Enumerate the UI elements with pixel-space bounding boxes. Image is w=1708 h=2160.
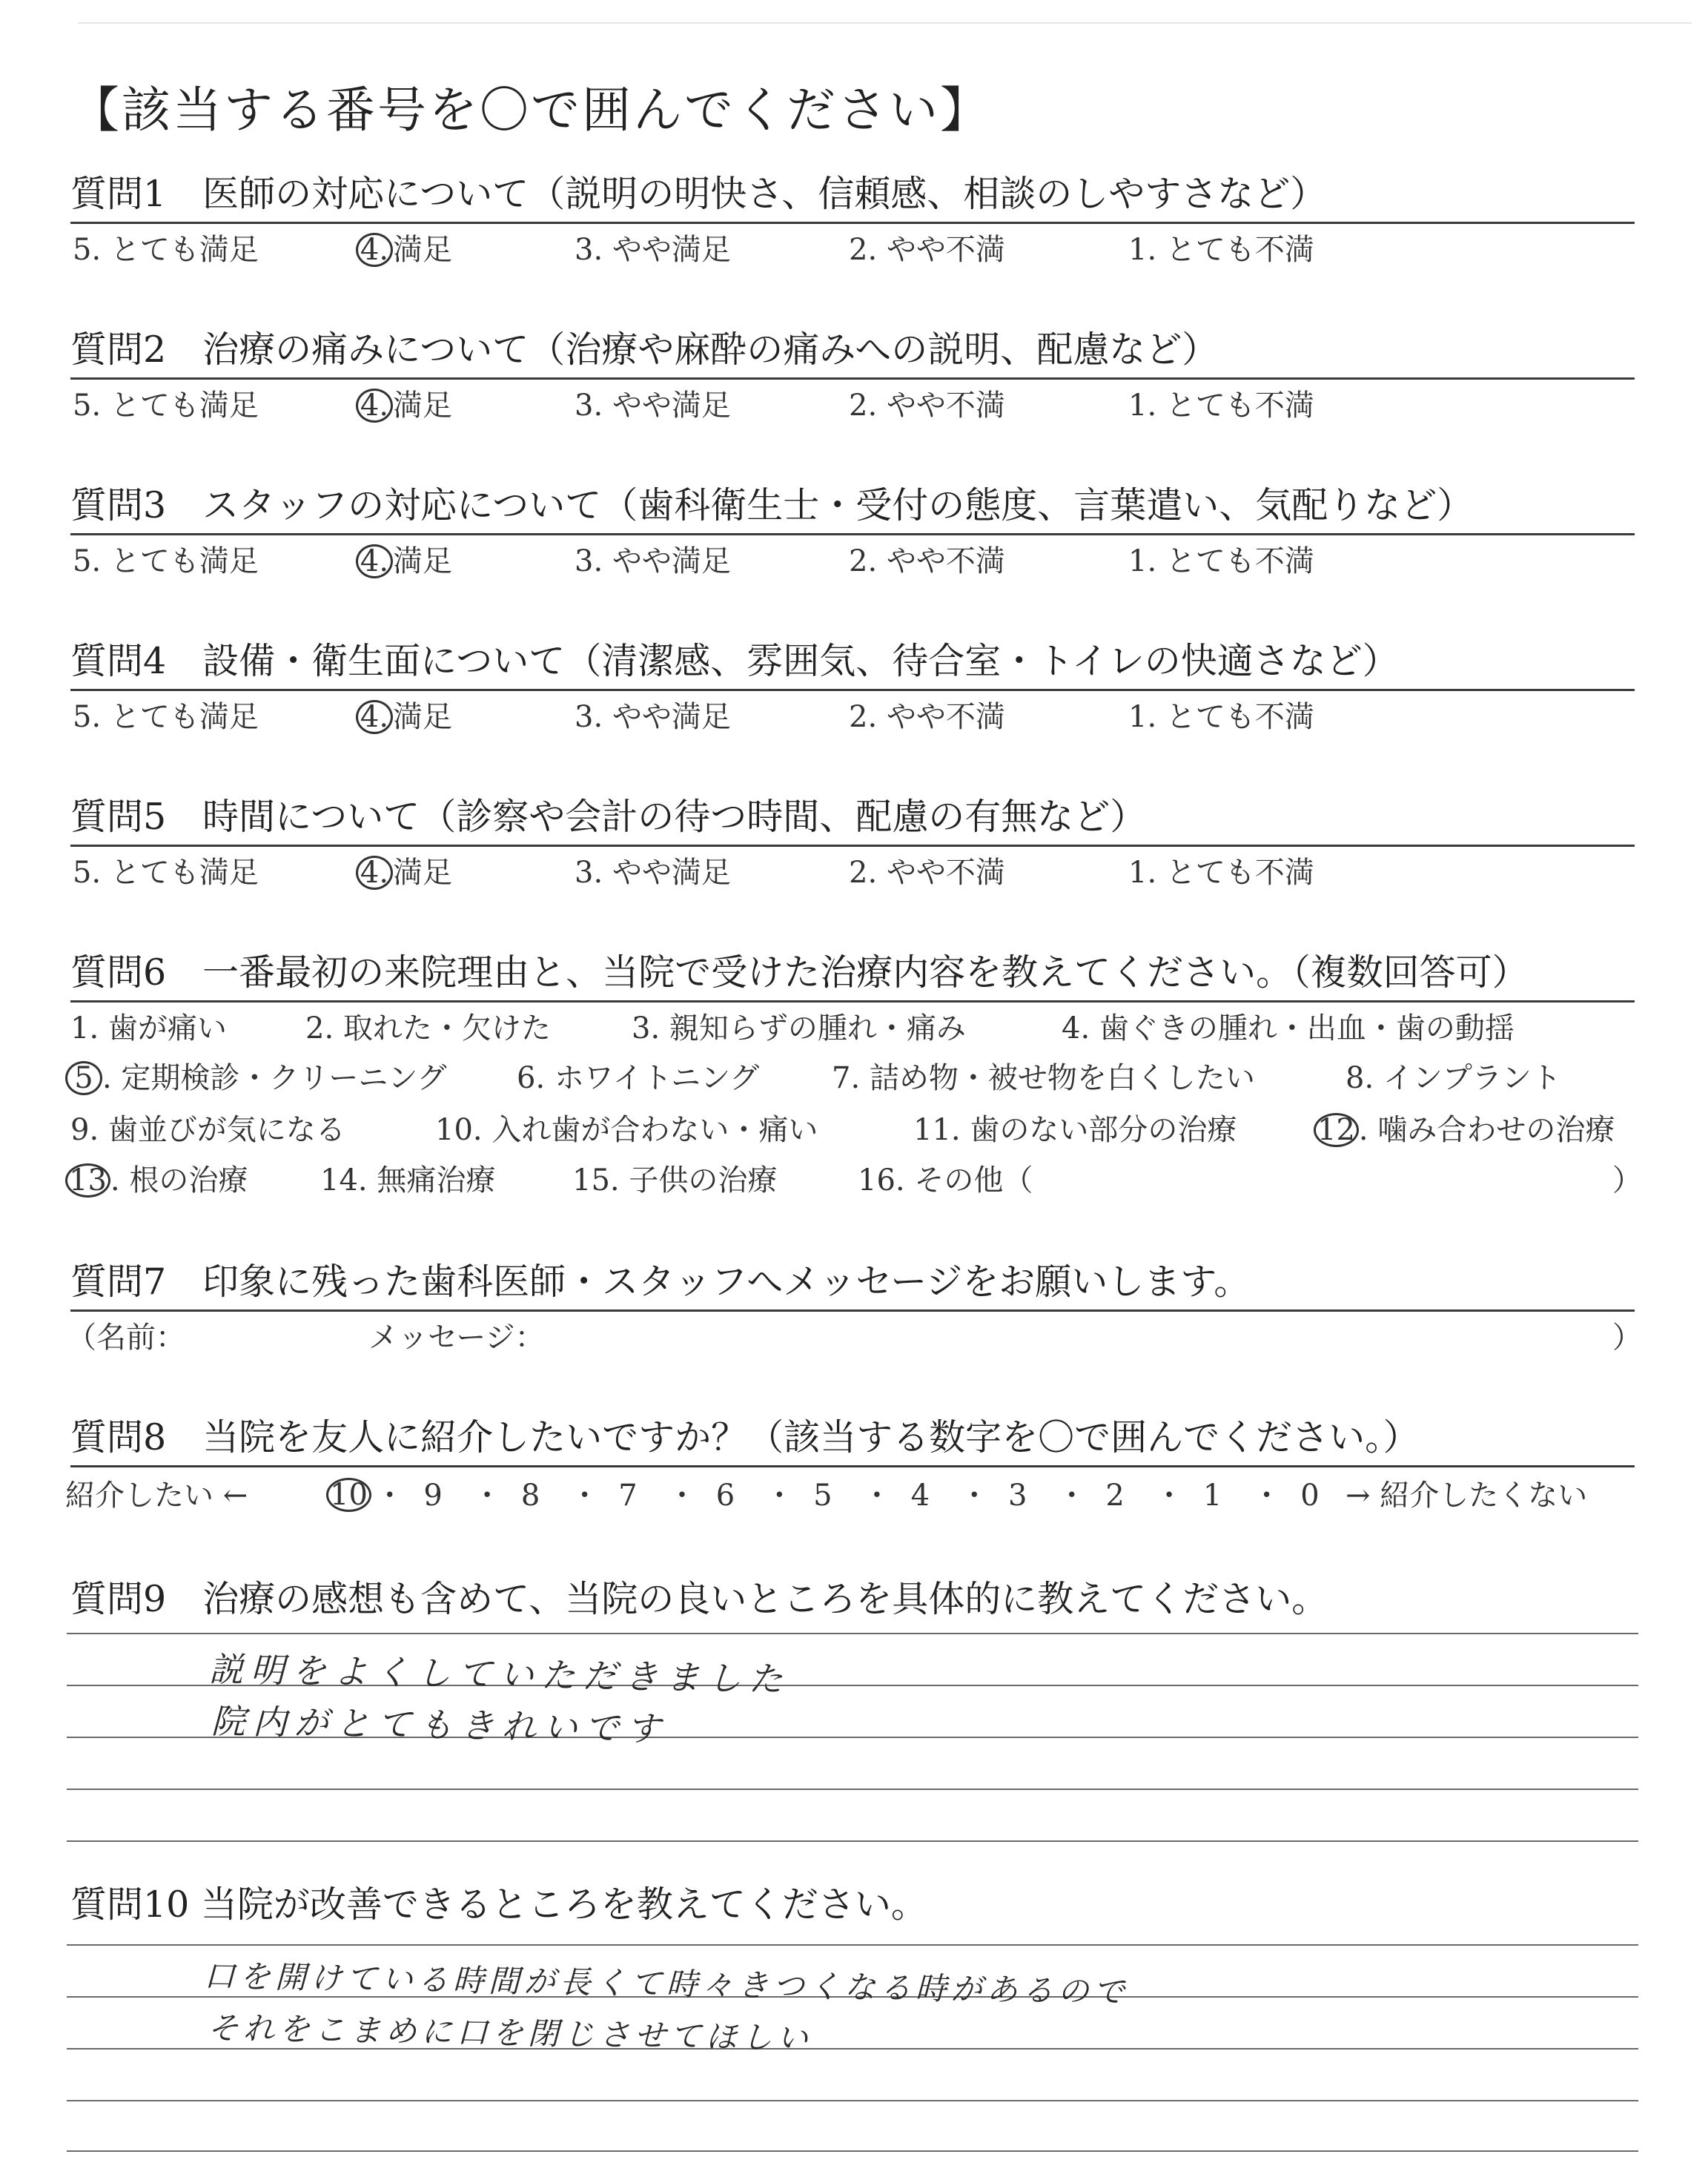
q4-option-2[interactable]: 2. やや不満: [849, 700, 1005, 734]
selected-circle: 5: [65, 1061, 102, 1095]
q8-title: 質問8 当院を友人に紹介したいですか？（該当する数字を〇で囲んでください。）: [70, 1416, 1635, 1467]
q8-scale-separator: ・: [1154, 1479, 1185, 1513]
q3-title: 質問3 スタッフの対応について（歯科衛生士・受付の態度、言葉遣い、気配りなど）: [70, 484, 1635, 535]
q7-title: 質問7 印象に残った歯科医師・スタッフへメッセージをお願いします。: [70, 1261, 1635, 1312]
answer-line: [67, 1944, 1638, 1946]
answer-line: [67, 1789, 1638, 1790]
q6-option-16-close: ）: [1612, 1163, 1642, 1198]
q4-option-4-label: 満足: [393, 700, 452, 734]
answer-line: [67, 2150, 1638, 2152]
q5-option-4[interactable]: [356, 855, 452, 891]
q9-title: 質問9 治療の感想も含めて、当院の良いところを具体的に教えてください。: [70, 1578, 1328, 1620]
q3-option-3[interactable]: 3. やや満足: [575, 544, 731, 578]
q5-option-3[interactable]: 3. やや満足: [575, 856, 731, 890]
q6-option-15[interactable]: 15. 子供の治療: [572, 1163, 778, 1198]
q6-option-13-label: . 根の治療: [110, 1163, 248, 1198]
selected-circle: 13: [65, 1163, 110, 1198]
q3-option-2[interactable]: 2. やや不満: [849, 544, 1005, 578]
q8-scale-separator: ・: [374, 1479, 405, 1513]
q5-option-1[interactable]: 1. とても不満: [1128, 856, 1314, 890]
q8-scale-1[interactable]: 1: [1202, 1479, 1222, 1513]
answer-line: [67, 2100, 1638, 2101]
q6-option-3[interactable]: 3. 親知らずの腫れ・痛み: [632, 1011, 966, 1046]
q6-option-5[interactable]: [65, 1060, 447, 1096]
q8-scale-2[interactable]: 2: [1105, 1479, 1125, 1513]
q8-scale-separator: ・: [472, 1479, 503, 1513]
q6-option-7[interactable]: 7. 詰め物・被せ物を白くしたい: [832, 1061, 1255, 1095]
q8-scale-0[interactable]: 0: [1300, 1479, 1320, 1513]
q1-option-4-label: 満足: [393, 233, 452, 267]
q2-title: 質問2 治療の痛みについて（治療や麻酔の痛みへの説明、配慮など）: [70, 328, 1635, 380]
q6-option-6[interactable]: 6. ホワイトニング: [517, 1061, 760, 1095]
q10-answer-line-1: 口を開けている時間が長くて時々きつくなる時があるので: [203, 1958, 1130, 2010]
q1-option-1[interactable]: 1. とても不満: [1128, 233, 1314, 267]
selected-circle: 4.: [356, 389, 393, 423]
q2-option-4[interactable]: [356, 388, 452, 423]
q8-scale-6[interactable]: 6: [715, 1479, 735, 1513]
q6-option-10[interactable]: 10. 入れ歯が合わない・痛い: [435, 1113, 818, 1147]
q8-scale-separator: ・: [1251, 1479, 1282, 1513]
q2-option-4-label: 満足: [393, 389, 452, 423]
q6-option-1[interactable]: 1. 歯が痛い: [70, 1011, 227, 1046]
q6-option-2[interactable]: 2. 取れた・欠けた: [305, 1011, 551, 1046]
q6-option-13[interactable]: [65, 1163, 248, 1198]
q8-scale-separator: ・: [764, 1479, 795, 1513]
q4-option-3[interactable]: 3. やや満足: [575, 700, 731, 734]
q6-option-14[interactable]: 14. 無痛治療: [320, 1163, 496, 1198]
q6-option-11[interactable]: 11. 歯のない部分の治療: [913, 1113, 1237, 1147]
q9-answer-line-1: 説明をよくしていただきました: [208, 1649, 791, 1700]
q6-option-9[interactable]: 9. 歯並びが気になる: [70, 1113, 345, 1147]
q8-scale-7[interactable]: 7: [618, 1479, 638, 1513]
q6-option-12-label: . 噛み合わせの治療: [1358, 1113, 1615, 1147]
q3-option-1[interactable]: 1. とても不満: [1128, 544, 1314, 578]
q10-title: 質問10 当院が改善できるところを教えてください。: [70, 1883, 927, 1926]
q7-message-label: メッセージ：: [368, 1321, 545, 1355]
q2-option-3[interactable]: 3. やや満足: [575, 389, 731, 423]
q8-scale-9[interactable]: 9: [423, 1479, 443, 1513]
q8-scale-4[interactable]: 4: [910, 1479, 930, 1513]
q5-option-5[interactable]: 5. とても満足: [73, 856, 259, 890]
form-heading: 【該当する番号を〇で囲んでください】: [70, 82, 991, 139]
q6-option-12[interactable]: [1314, 1112, 1615, 1148]
q1-title: 質問1 医師の対応について（説明の明快さ、信頼感、相談のしやすさなど）: [70, 173, 1635, 224]
q8-scale-separator: ・: [569, 1479, 600, 1513]
q3-option-4[interactable]: [356, 544, 452, 579]
q8-scale-5[interactable]: 5: [813, 1479, 833, 1513]
selected-circle: 4.: [356, 700, 393, 734]
q8-scale: [326, 1478, 1349, 1513]
top-rule: [78, 22, 1692, 24]
answer-line: [67, 1840, 1638, 1842]
q4-option-4[interactable]: [356, 699, 452, 735]
q1-option-2[interactable]: 2. やや不満: [849, 233, 1005, 267]
q8-scale-3[interactable]: 3: [1008, 1479, 1027, 1513]
q8-left-label: 紹介したい ←: [65, 1479, 248, 1513]
q10-answer-line-2: それをこまめに口を閉じさせてほしい: [207, 2009, 813, 2057]
q8-scale-separator: ・: [667, 1479, 697, 1513]
q5-option-2[interactable]: 2. やや不満: [849, 856, 1005, 890]
q8-scale-separator: ・: [959, 1479, 990, 1513]
q8-scale-separator: ・: [861, 1479, 892, 1513]
q8-scale-separator: ・: [1056, 1479, 1087, 1513]
answer-line: [67, 1633, 1638, 1634]
q9-answer-line-2: 院内がとてもきれいです: [211, 1701, 669, 1749]
selected-circle: 4.: [356, 233, 393, 267]
q4-title: 質問4 設備・衛生面について（清潔感、雰囲気、待合室・トイレの快適さなど）: [70, 640, 1635, 691]
q8-scale-10-selected-circle[interactable]: 10: [326, 1478, 371, 1512]
q7-name-label: （名前：: [67, 1321, 185, 1355]
q1-option-3[interactable]: 3. やや満足: [575, 233, 731, 267]
q7-close-paren: ）: [1612, 1321, 1642, 1355]
q3-option-5[interactable]: 5. とても満足: [73, 544, 259, 578]
q6-title: 質問6 一番最初の来院理由と、当院で受けた治療内容を教えてください。（複数回答可）: [70, 951, 1635, 1003]
q2-option-5[interactable]: 5. とても満足: [73, 389, 259, 423]
selected-circle: 4.: [356, 544, 393, 578]
q5-title: 質問5 時間について（診察や会計の待つ時間、配慮の有無など）: [70, 796, 1635, 847]
q1-option-4[interactable]: [356, 232, 452, 268]
q8-right-label: → 紹介したくない: [1345, 1479, 1588, 1513]
selected-circle: 12: [1314, 1113, 1359, 1147]
q4-option-5[interactable]: 5. とても満足: [73, 700, 259, 734]
q5-option-4-label: 満足: [393, 856, 452, 890]
q6-option-4[interactable]: 4. 歯ぐきの腫れ・出血・歯の動揺: [1062, 1011, 1515, 1046]
q6-option-5-label: . 定期検診・クリーニング: [102, 1061, 447, 1095]
q3-option-4-label: 満足: [393, 544, 452, 578]
q2-option-1[interactable]: 1. とても不満: [1128, 389, 1314, 423]
q6-option-16[interactable]: 16. その他（: [858, 1163, 1033, 1198]
q2-option-2[interactable]: 2. やや不満: [849, 389, 1005, 423]
q8-scale-8[interactable]: 8: [520, 1479, 540, 1513]
q1-option-5[interactable]: 5. とても満足: [73, 233, 259, 267]
q4-option-1[interactable]: 1. とても不満: [1128, 700, 1314, 734]
q6-option-8[interactable]: 8. インプラント: [1345, 1061, 1561, 1095]
selected-circle: 4.: [356, 856, 393, 890]
